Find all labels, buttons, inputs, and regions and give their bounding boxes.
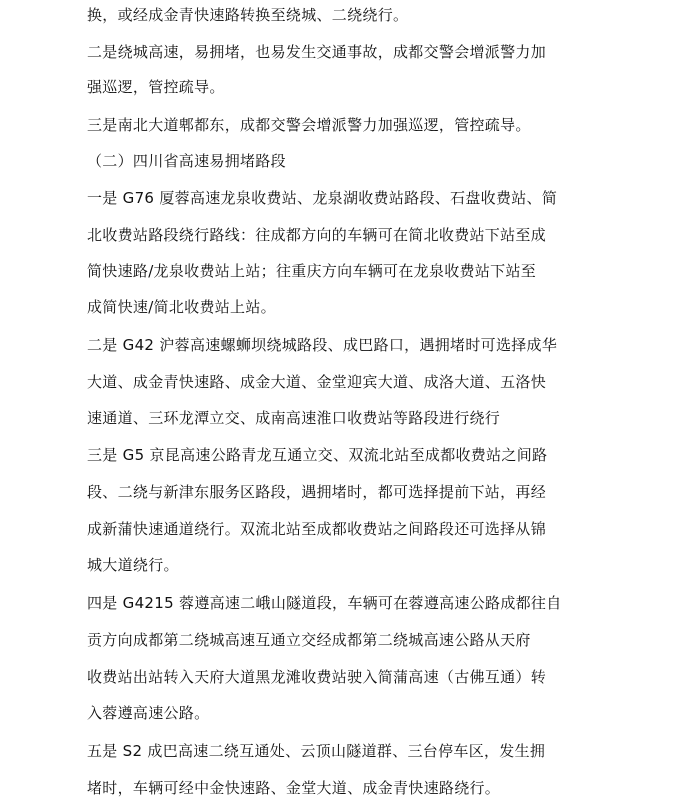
text-line: 五是 S2 成巴高速二绕互通处、云顶山隧道群、三台停车区，发生拥 xyxy=(87,742,546,760)
text-line: 大道、成金青快速路、成金大道、金堂迎宾大道、成洛大道、五洛快 xyxy=(87,373,547,391)
text-line: 四是 G4215 蓉遵高速二峨山隧道段，车辆可在蓉遵高速公路成都往自 xyxy=(87,594,562,612)
text-line: 城大道绕行。 xyxy=(87,556,179,574)
text-line: 成简快速/简北收费站上站。 xyxy=(87,298,276,316)
text-line: 入蓉遵高速公路。 xyxy=(87,704,210,722)
text-line: 成新蒲快速通道绕行。双流北站至成都收费站之间路段还可选择从锦 xyxy=(87,520,547,538)
text-line: 三是 G5 京昆高速公路青龙互通立交、双流北站至成都收费站之间路 xyxy=(87,446,548,464)
text-line: 强巡逻，管控疏导。 xyxy=(87,78,225,96)
text-line: 段、二绕与新津东服务区路段，遇拥堵时，都可选择提前下站，再经 xyxy=(87,483,547,501)
text-line: 二是 G42 沪蓉高速螺蛳坝绕城路段、成巴路口，遇拥堵时可选择成华 xyxy=(87,336,558,354)
section-heading: （二）四川省高速易拥堵路段 xyxy=(87,152,286,170)
text-line: 贡方向成都第二绕城高速互通立交经成都第二绕城高速公路从天府 xyxy=(87,631,531,649)
text-line: 速通道、三环龙潭立交、成南高速淮口收费站等路段进行绕行 xyxy=(87,409,501,427)
text-line: 北收费站路段绕行路线：往成都方向的车辆可在简北收费站下站至成 xyxy=(87,226,547,244)
text-line: 二是绕城高速，易拥堵，也易发生交通事故，成都交警会增派警力加 xyxy=(87,43,547,61)
text-line: 收费站出站转入天府大道黑龙滩收费站驶入简蒲高速（古佛互通）转 xyxy=(87,668,547,686)
text-line: 三是南北大道郫都东，成都交警会增派警力加强巡逻，管控疏导。 xyxy=(87,116,531,134)
text-line: 换，或经成金青快速路转换至绕城、二绕绕行。 xyxy=(87,6,409,24)
text-line: 简快速路/龙泉收费站上站；往重庆方向车辆可在龙泉收费站下站至 xyxy=(87,262,537,280)
text-line: 堵时，车辆可经中金快速路、金堂大道、成金青快速路绕行。 xyxy=(87,779,501,797)
text-line: 一是 G76 厦蓉高速龙泉收费站、龙泉湖收费站路段、石盘收费站、简 xyxy=(87,189,558,207)
